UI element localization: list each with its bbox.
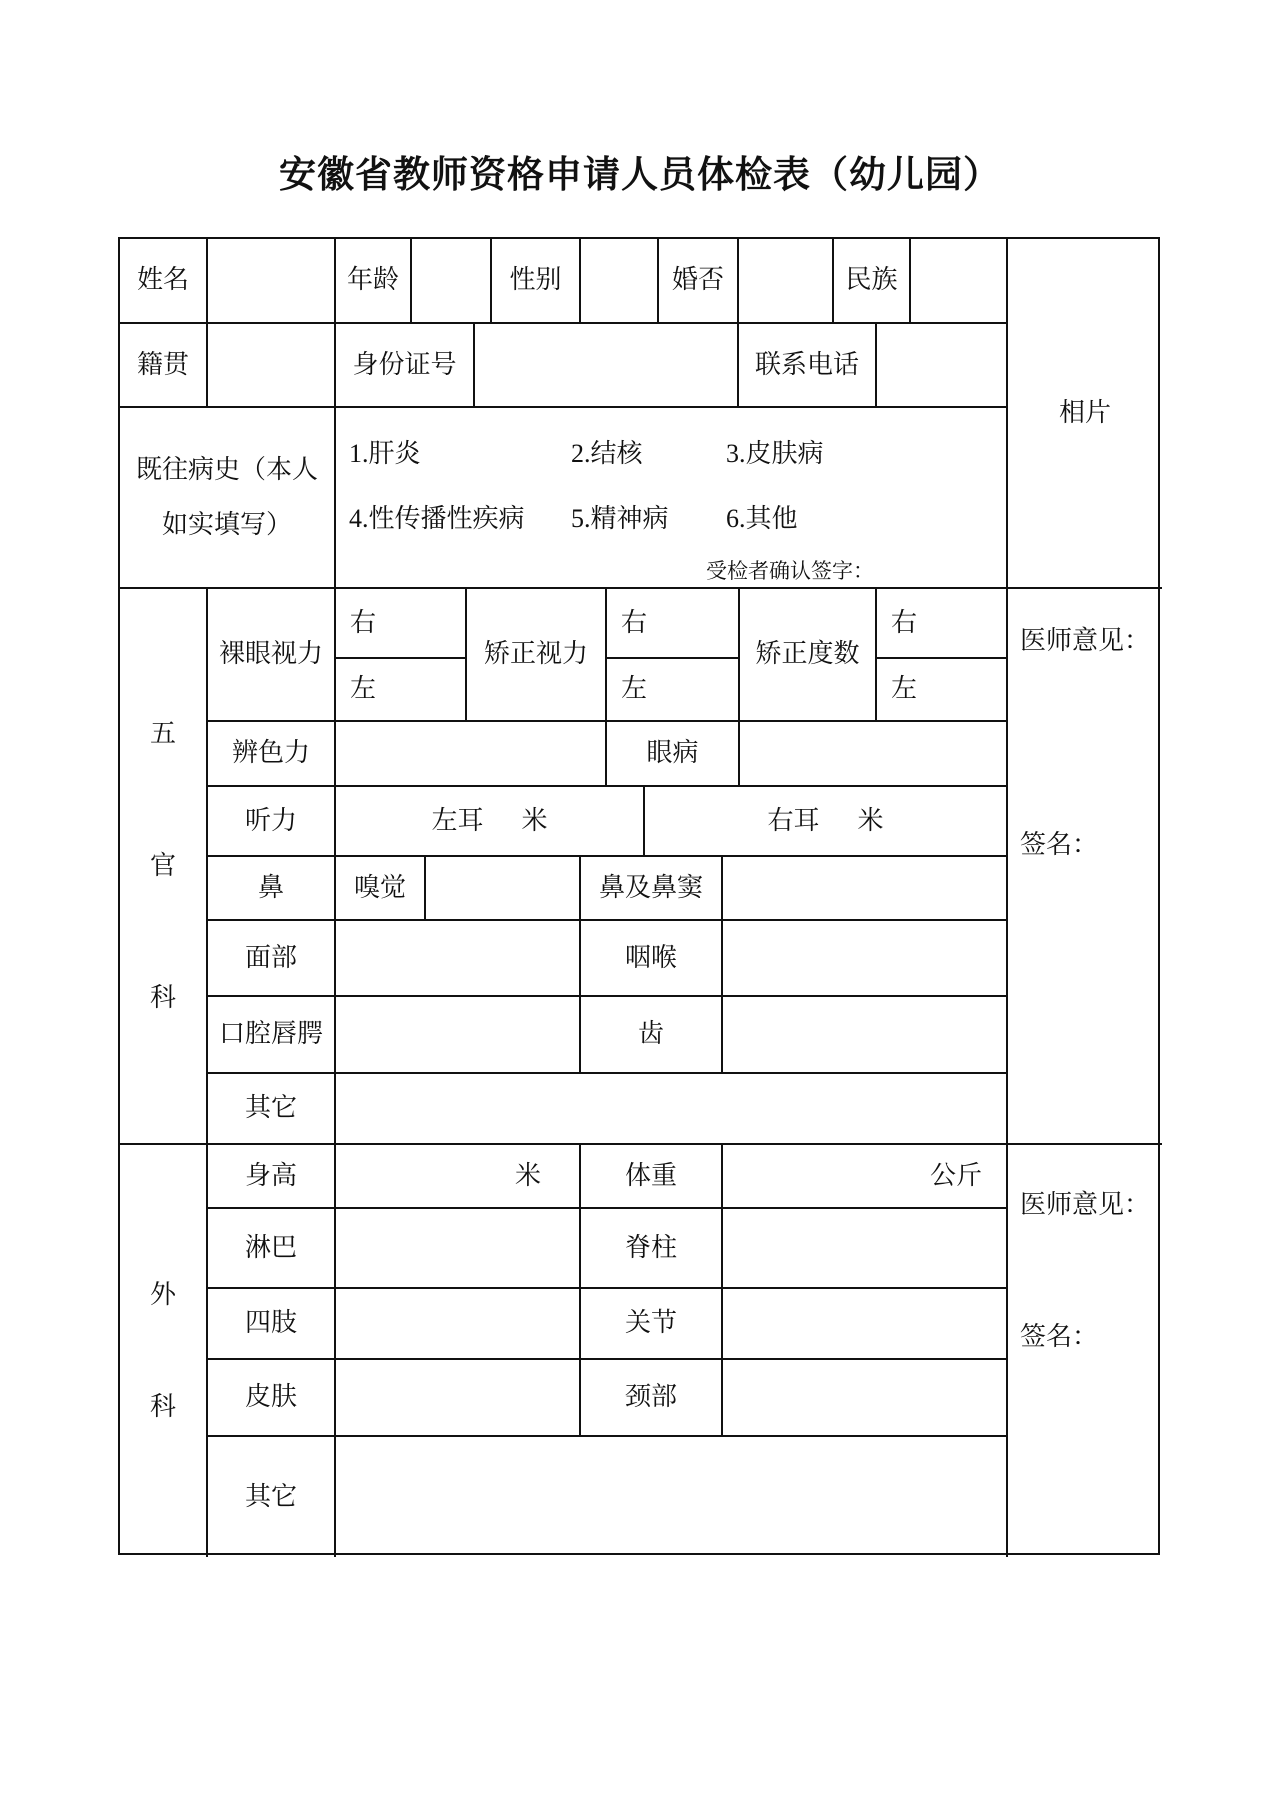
height-label: 身高 <box>208 1145 336 1209</box>
gender-input-cell[interactable] <box>581 239 659 324</box>
marital-input-cell[interactable] <box>739 239 834 324</box>
nose-sinus-label: 鼻及鼻窦 <box>581 857 723 921</box>
surgery-other-label: 其它 <box>208 1437 336 1557</box>
ent-signature-label: 签名： <box>1020 830 1099 859</box>
ethnic-label: 民族 <box>834 239 911 324</box>
section-label-ent: 五官科 <box>120 589 208 1145</box>
corrected-degree-right-cell[interactable]: 右 <box>877 589 1008 659</box>
lymph-label: 淋巴 <box>208 1209 336 1289</box>
history-item-tb: 2.结核 <box>571 439 643 468</box>
ethnic-input-cell[interactable] <box>911 239 1008 324</box>
oral-input-cell[interactable] <box>336 997 581 1074</box>
nose-label: 鼻 <box>208 857 336 921</box>
history-item-std: 4.性传播性疾病 <box>349 504 525 533</box>
left-ear-label: 左耳 <box>431 805 484 835</box>
throat-label: 咽喉 <box>581 921 723 997</box>
corrected-vision-left-cell[interactable]: 左 <box>607 659 740 722</box>
teeth-input-cell[interactable] <box>723 997 1008 1074</box>
surgery-other-input-cell[interactable] <box>336 1437 1008 1557</box>
surgery-doctor-opinion-label: 医师意见： <box>1020 1190 1151 1219</box>
nose-sinus-input-cell[interactable] <box>723 857 1008 921</box>
surgery-doctor-opinion-cell[interactable] <box>1008 1145 1162 1557</box>
lymph-input-cell[interactable] <box>336 1209 581 1289</box>
color-vision-label: 辨色力 <box>208 722 336 787</box>
weight-label: 体重 <box>581 1145 723 1209</box>
throat-input-cell[interactable] <box>723 921 1008 997</box>
face-input-cell[interactable] <box>336 921 581 997</box>
corrected-degree-left-cell[interactable]: 左 <box>877 659 1008 722</box>
medical-history-content[interactable] <box>336 408 1008 589</box>
naked-vision-left-cell[interactable]: 左 <box>336 659 467 722</box>
naked-vision-label: 裸眼视力 <box>208 589 336 722</box>
weight-input-cell[interactable] <box>723 1145 1008 1209</box>
joints-input-cell[interactable] <box>723 1289 1008 1360</box>
phone-label: 联系电话 <box>739 324 877 408</box>
spine-input-cell[interactable] <box>723 1209 1008 1289</box>
section-label-surgery: 外科 <box>120 1145 208 1557</box>
history-item-hepatitis: 1.肝炎 <box>349 439 421 468</box>
hearing-label: 听力 <box>208 787 336 857</box>
eye-disease-label: 眼病 <box>607 722 740 787</box>
native-place-label: 籍贯 <box>120 324 208 408</box>
color-vision-input-cell[interactable] <box>336 722 607 787</box>
page-title: 安徽省教师资格申请人员体检表（幼儿园） <box>279 154 1001 195</box>
skin-label: 皮肤 <box>208 1360 336 1437</box>
joints-label: 关节 <box>581 1289 723 1360</box>
native-place-input-cell[interactable] <box>208 324 336 408</box>
corrected-vision-label: 矫正视力 <box>467 589 607 722</box>
naked-vision-right-cell[interactable]: 右 <box>336 589 467 659</box>
corrected-vision-right-cell[interactable]: 右 <box>607 589 740 659</box>
corrected-degree-label: 矫正度数 <box>740 589 877 722</box>
ent-doctor-opinion-cell[interactable] <box>1008 589 1162 1145</box>
smell-label: 嗅觉 <box>336 857 426 921</box>
exam-form-table <box>118 237 1160 1555</box>
gender-label: 性别 <box>492 239 581 324</box>
right-ear-label: 右耳 <box>767 805 820 835</box>
meter-unit: 米 <box>521 805 548 835</box>
history-item-skin: 3.皮肤病 <box>726 439 824 468</box>
id-number-input-cell[interactable] <box>475 324 739 408</box>
limbs-input-cell[interactable] <box>336 1289 581 1360</box>
name-input-cell[interactable] <box>208 239 336 324</box>
oral-label: 口腔唇腭 <box>208 997 336 1074</box>
eye-disease-input-cell[interactable] <box>740 722 1008 787</box>
meter-unit: 米 <box>857 805 884 835</box>
surgery-signature-label: 签名： <box>1020 1322 1099 1351</box>
marital-label: 婚否 <box>659 239 739 324</box>
limbs-label: 四肢 <box>208 1289 336 1360</box>
neck-label: 颈部 <box>581 1360 723 1437</box>
ent-doctor-opinion-label: 医师意见： <box>1020 626 1151 655</box>
neck-input-cell[interactable] <box>723 1360 1008 1437</box>
spine-label: 脊柱 <box>581 1209 723 1289</box>
age-label: 年龄 <box>336 239 412 324</box>
photo-cell: 相片 <box>1008 239 1162 589</box>
height-input-cell[interactable] <box>336 1145 581 1209</box>
history-item-other: 6.其他 <box>726 504 798 533</box>
ent-other-label: 其它 <box>208 1074 336 1145</box>
skin-input-cell[interactable] <box>336 1360 581 1437</box>
hearing-left-ear-cell[interactable] <box>336 787 645 857</box>
hearing-right-ear-cell[interactable] <box>645 787 1008 857</box>
id-number-label: 身份证号 <box>336 324 475 408</box>
history-item-mental: 5.精神病 <box>571 504 669 533</box>
smell-input-cell[interactable] <box>426 857 581 921</box>
name-label: 姓名 <box>120 239 208 324</box>
medical-history-label: 既往病史（本人 如实填写） <box>120 408 336 589</box>
face-label: 面部 <box>208 921 336 997</box>
ent-other-input-cell[interactable] <box>336 1074 1008 1145</box>
examinee-confirm-signature-label: 受检者确认签字： <box>706 559 874 583</box>
teeth-label: 齿 <box>581 997 723 1074</box>
weight-unit-label: 公斤 <box>929 1160 982 1190</box>
phone-input-cell[interactable] <box>877 324 1008 408</box>
height-unit-label: 米 <box>514 1160 541 1190</box>
age-input-cell[interactable] <box>412 239 492 324</box>
